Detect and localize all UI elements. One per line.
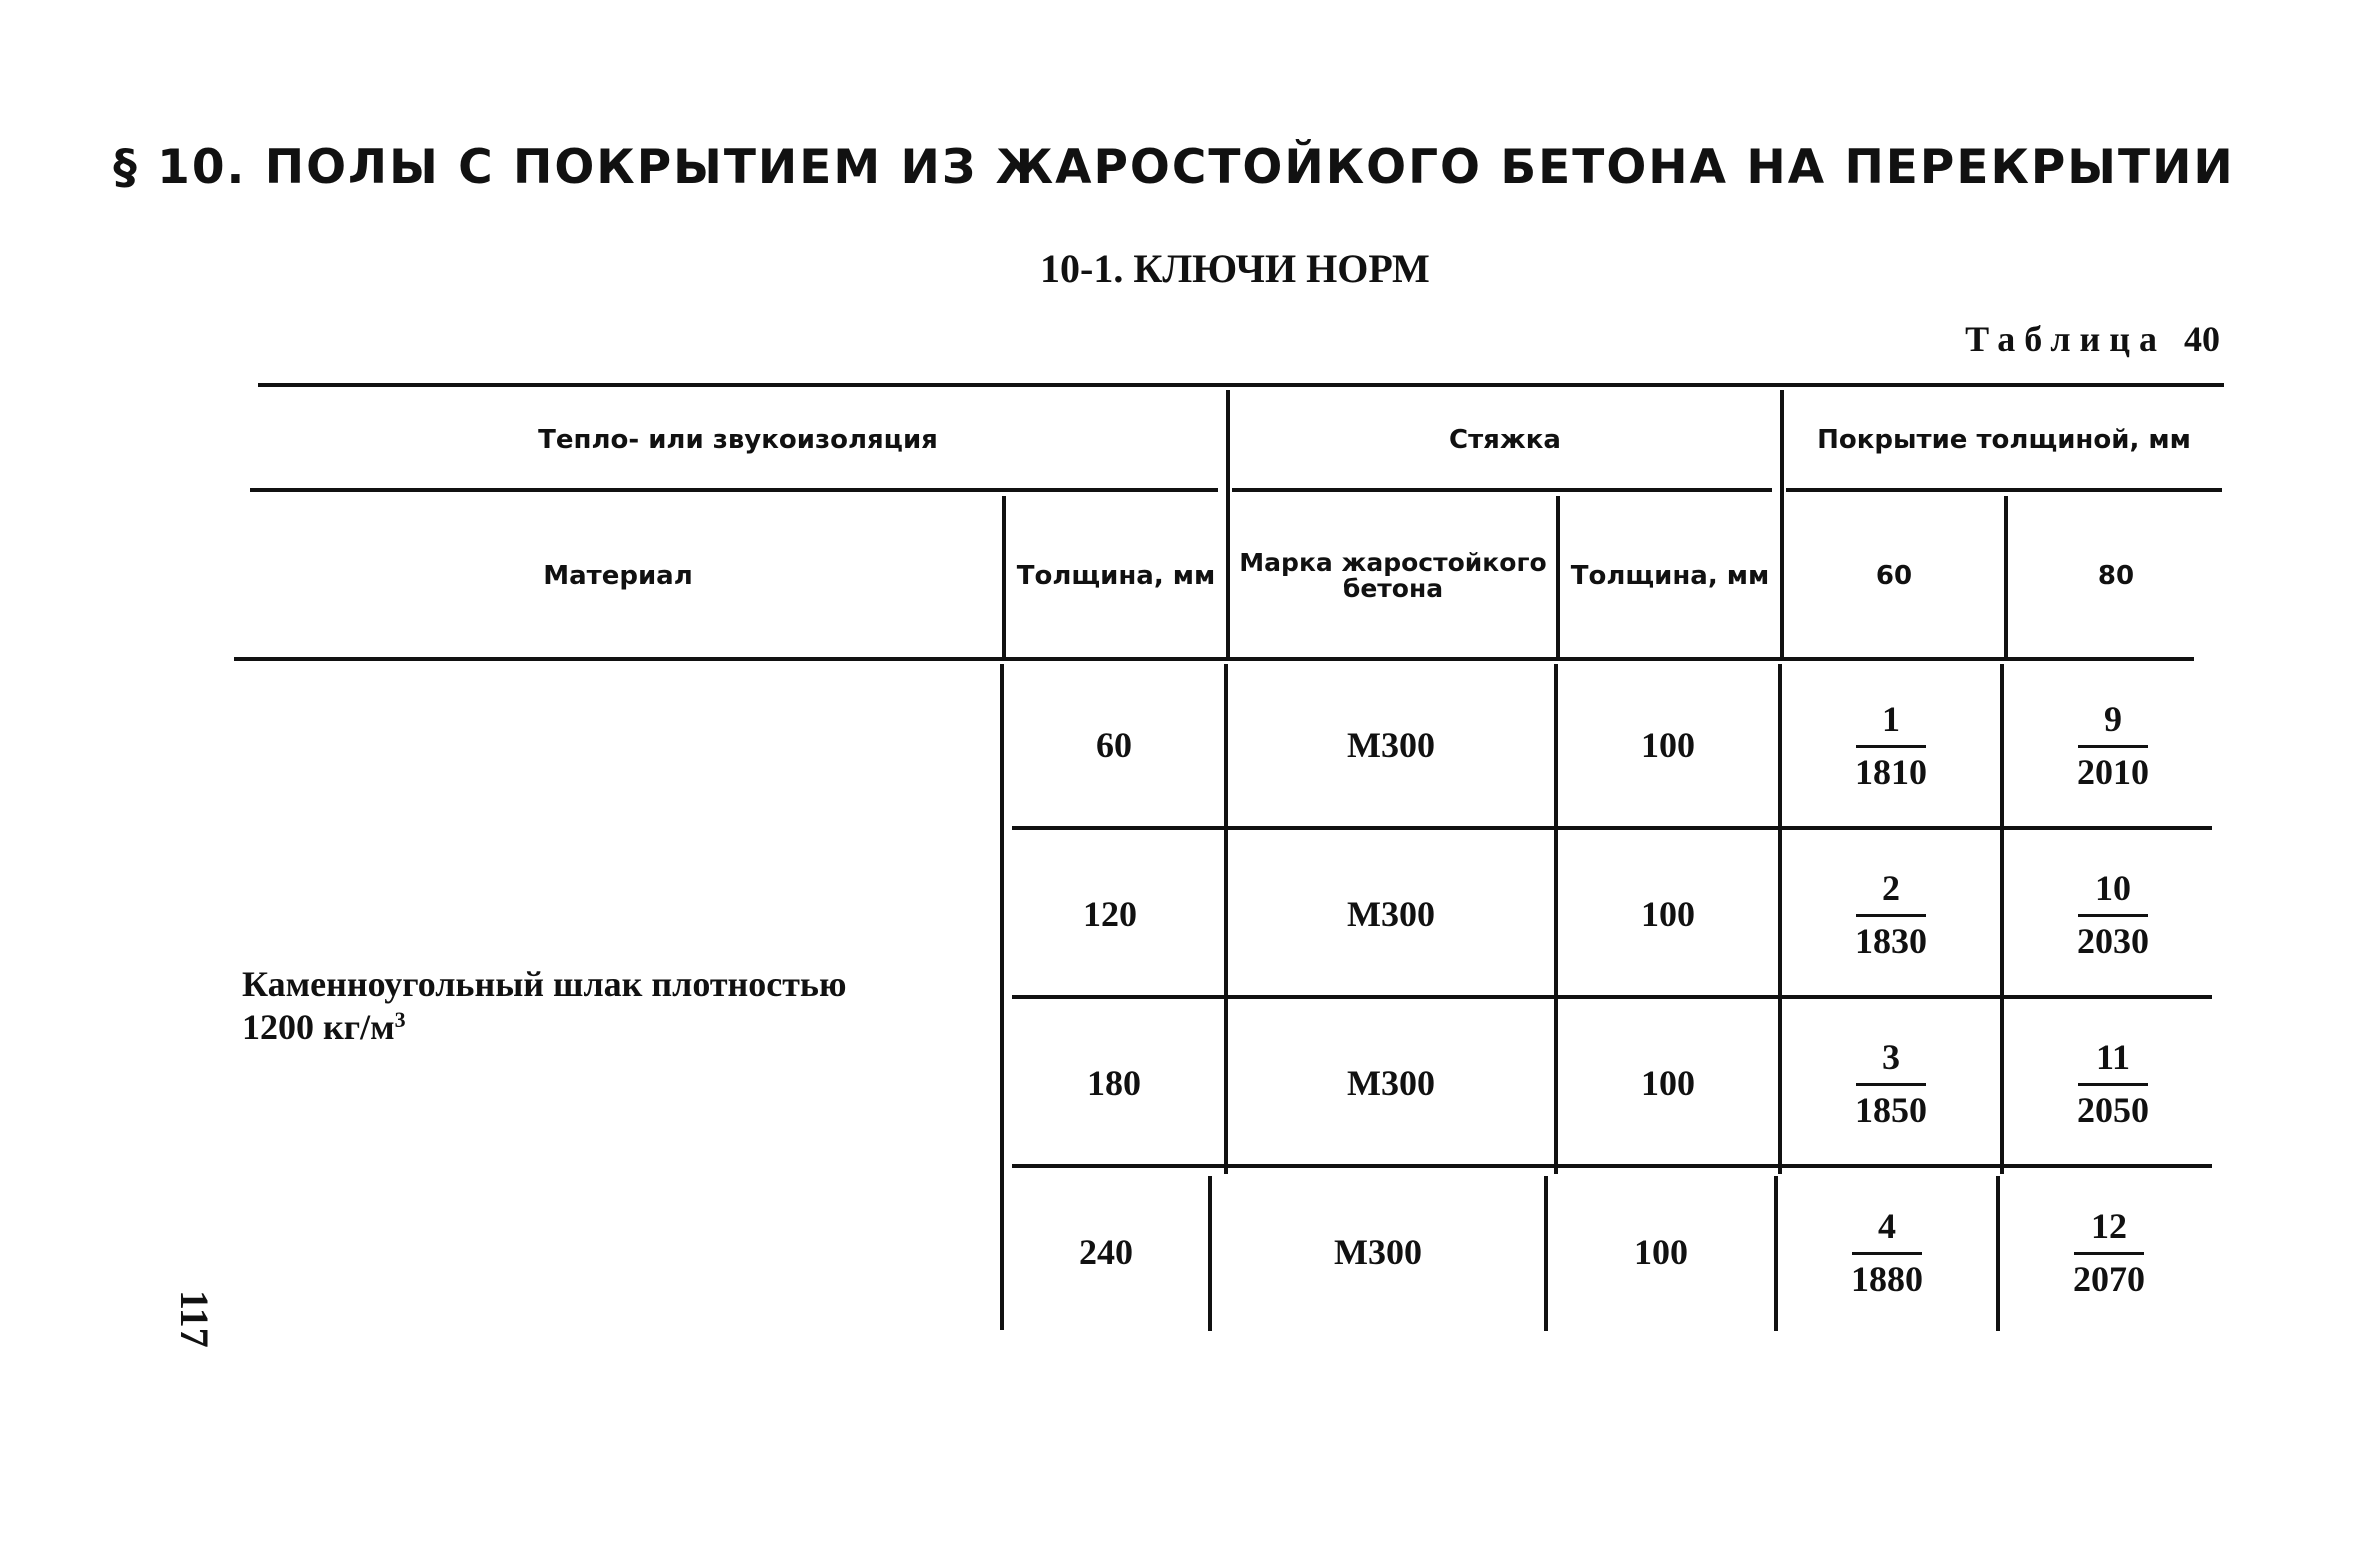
fraction-bar <box>1856 745 1926 748</box>
insulation-thickness-cell: 120 <box>1083 894 1137 934</box>
code-fraction <box>2073 1206 2145 1299</box>
subsection-title: 10-1. КЛЮЧИ НОРМ <box>1040 246 1430 291</box>
concrete-grade-cell: М300 <box>1347 894 1435 934</box>
fraction-denominator: 2010 <box>2077 751 2149 792</box>
row-rule-1 <box>1012 826 2212 830</box>
group-header-rule-left <box>250 488 1218 492</box>
fraction-denominator: 1810 <box>1855 751 1927 792</box>
material-line-2: 1200 кг/м <box>242 1007 395 1047</box>
fraction-bar <box>2078 745 2148 748</box>
coating-60-code-cell <box>1782 834 2000 994</box>
code-fraction <box>1855 1037 1927 1130</box>
fraction-denominator: 2030 <box>2077 920 2149 961</box>
concrete-grade-cell: М300 <box>1347 725 1435 765</box>
insulation-thickness-cell: 180 <box>1087 1063 1141 1103</box>
fraction-denominator: 2050 <box>2077 1089 2149 1130</box>
table-caption <box>1965 318 2220 360</box>
column-header-material: Материал <box>543 561 693 591</box>
fraction-numerator: 2 <box>1882 867 1900 908</box>
material-cell <box>242 966 882 1045</box>
concrete-grade-cell: М300 <box>1334 1232 1422 1272</box>
fraction-numerator: 10 <box>2095 867 2131 908</box>
row-rule-2 <box>1012 995 2212 999</box>
group-header-screed: Стяжка <box>1449 425 1561 455</box>
group-header-rule-right <box>1786 488 2222 492</box>
insulation-thickness-cell: 240 <box>1079 1232 1133 1272</box>
coating-80-code-cell <box>2004 1003 2222 1163</box>
coating-60-code-cell <box>1782 665 2000 825</box>
material-line-2-wrap <box>242 1002 882 1045</box>
code-fraction <box>2077 699 2149 792</box>
concrete-grade-label: Марка жаростойкого бетона <box>1239 548 1547 603</box>
material-line-1: Каменноугольный шлак плотностью <box>242 964 847 1004</box>
column-header-coating-80: 80 <box>2097 561 2135 591</box>
screed-thickness-cell: 100 <box>1641 1063 1695 1103</box>
header-bottom-rule <box>234 657 2194 661</box>
fraction-bar <box>1856 1083 1926 1086</box>
coating-60-code-cell <box>1782 1003 2000 1163</box>
column-header-concrete-grade <box>1230 496 1556 656</box>
fraction-numerator: 1 <box>1882 698 1900 739</box>
fraction-bar <box>1852 1252 1922 1255</box>
code-fraction <box>2077 868 2149 961</box>
fraction-numerator: 12 <box>2091 1205 2127 1246</box>
page-number-text: 117 <box>172 1290 217 1348</box>
table-caption-number: 40 <box>2184 319 2220 359</box>
fraction-numerator: 9 <box>2104 698 2122 739</box>
fraction-bar <box>2078 914 2148 917</box>
fraction-denominator: 1850 <box>1855 1089 1927 1130</box>
column-header-screed-thickness: Толщина, мм <box>1570 561 1770 591</box>
row-rule-3 <box>1012 1164 2212 1168</box>
fraction-denominator: 2070 <box>2073 1258 2145 1299</box>
screed-thickness-cell: 100 <box>1641 894 1695 934</box>
screed-thickness-cell: 100 <box>1634 1232 1688 1272</box>
fraction-numerator: 3 <box>1882 1036 1900 1077</box>
fraction-numerator: 4 <box>1878 1205 1896 1246</box>
fraction-bar <box>1856 914 1926 917</box>
section-title: § 10. ПОЛЫ С ПОКРЫТИЕМ ИЗ ЖАРОСТОЙКОГО БЕТОНА НА ПЕРЕКРЫТИИ <box>113 140 2235 195</box>
page-number <box>121 1290 217 1360</box>
group-header-insulation: Тепло- или звукоизоляция <box>538 425 938 455</box>
insulation-thickness-cell: 60 <box>1096 725 1132 765</box>
group-header-rule-mid <box>1232 488 1772 492</box>
coating-60-code-cell <box>1778 1172 1996 1332</box>
code-fraction <box>2077 1037 2149 1130</box>
fraction-denominator: 1830 <box>1855 920 1927 961</box>
code-fraction <box>1855 868 1927 961</box>
code-fraction <box>1851 1206 1923 1299</box>
material-unit-exponent: 3 <box>394 1007 406 1032</box>
table-caption-word: Таблица <box>1965 319 2166 359</box>
fraction-numerator: 11 <box>2095 1036 2130 1077</box>
fraction-bar <box>2078 1083 2148 1086</box>
fraction-denominator: 1880 <box>1851 1258 1923 1299</box>
screed-thickness-cell: 100 <box>1641 725 1695 765</box>
table-top-rule <box>258 383 2224 387</box>
column-header-insulation-thickness: Толщина, мм <box>1016 561 1216 591</box>
group-header-coating: Покрытие толщиной, мм <box>1817 425 2191 455</box>
fraction-bar <box>2074 1252 2144 1255</box>
code-fraction <box>1855 699 1927 792</box>
concrete-grade-cell: М300 <box>1347 1063 1435 1103</box>
coating-80-code-cell <box>2004 834 2222 994</box>
coating-80-code-cell <box>2004 665 2222 825</box>
column-header-coating-60: 60 <box>1875 561 1913 591</box>
coating-80-code-cell <box>2000 1172 2218 1332</box>
